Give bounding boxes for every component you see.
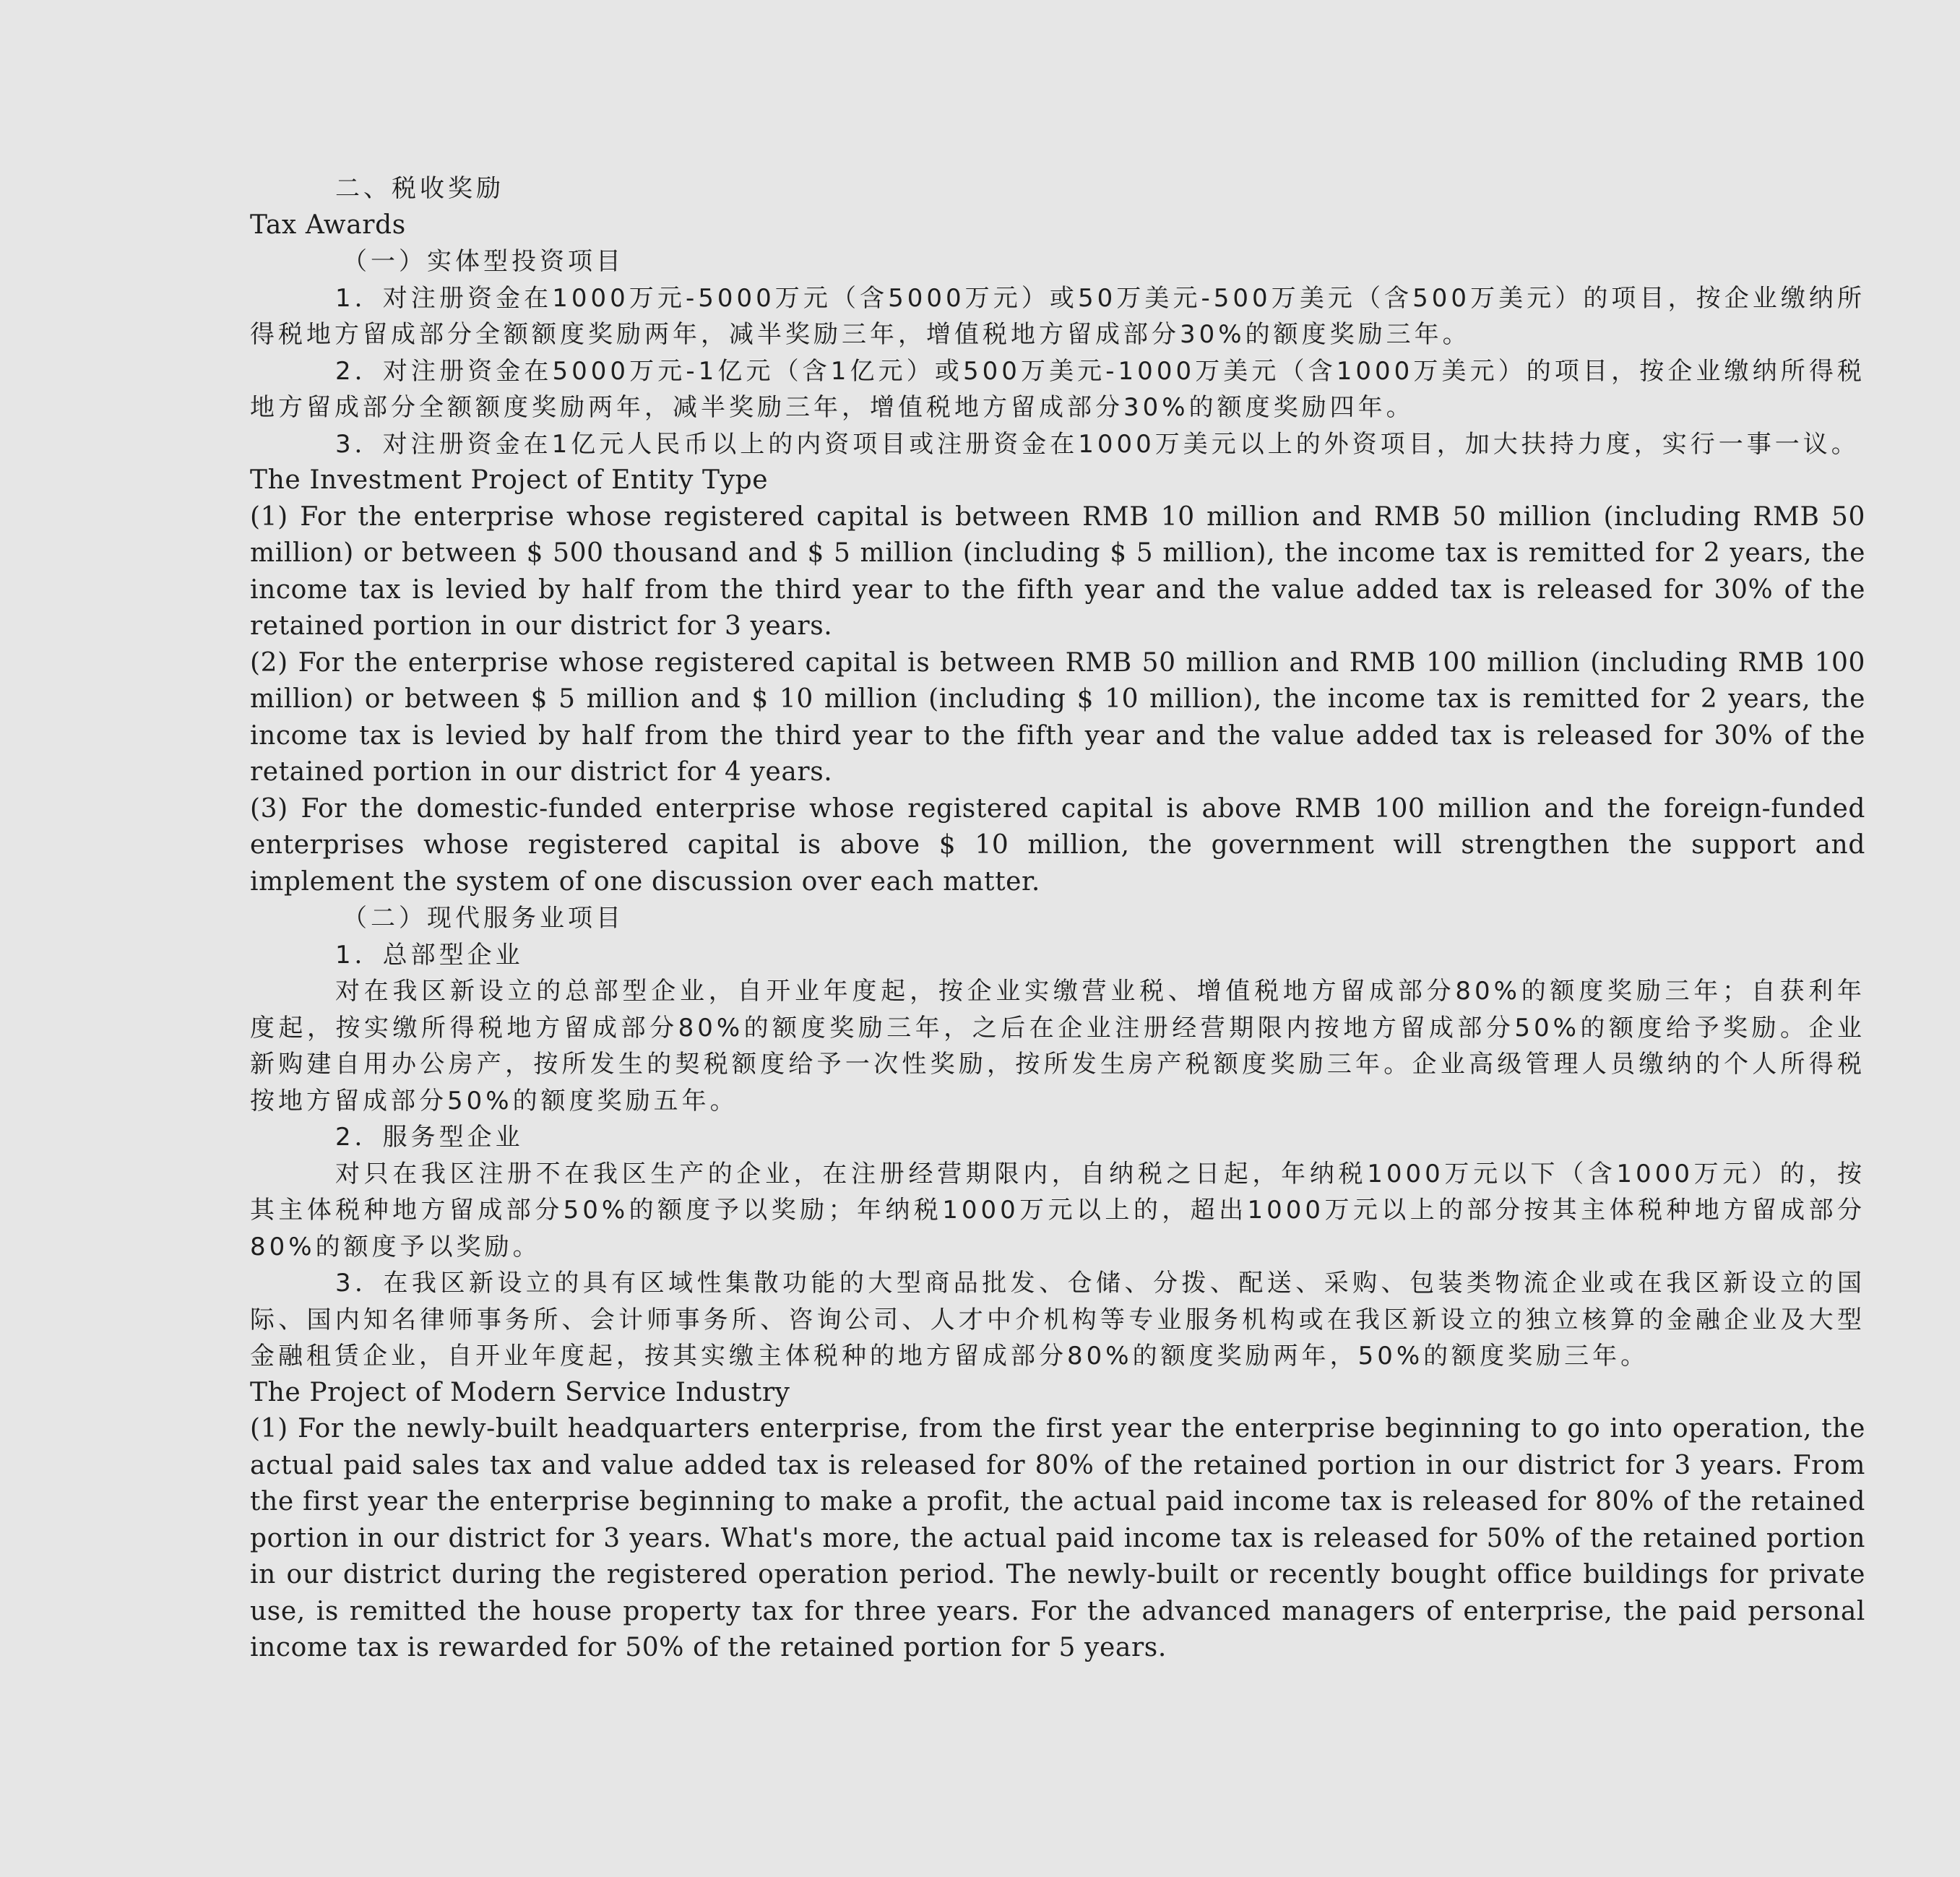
part1-item-2-en: (2) For the enterprise whose registered capital is between RMB 50 million and RMB 100 million (including RMB 100 million) or between $ 5 million and $ 10 million (including $ 10 million), the income tax is remitted for 2 years, the income tax is levied by half from the third year to the fifth year and the value added tax is released for 30% of the retained portion in our district for 4 years. [250, 647, 1865, 787]
part1-item-2-zh: 2．对注册资金在5000万元-1亿元（含1亿元）或500万美元-1000万美元（含1000万美元）的项目，按企业缴纳所得税地方留成部分全额额度奖励两年，减半奖励三年，增值税地方留成部分30%的额度奖励四年。 [250, 356, 1865, 422]
part2-heading-zh: （二）现代服务业项目 [342, 904, 624, 933]
document-page [250, 171, 1865, 1667]
part1-item-3-en: (3) For the domestic-funded enterprise whose registered capital is above RMB 100 million and the foreign-funded enterprises whose registered capital is above $ 10 million, the government will strengthen the support and implement the system of one discussion over each matter. [250, 793, 1865, 897]
part2-sub3-body-zh: 3．在我区新设立的具有区域性集散功能的大型商品批发、仓储、分拨、配送、采购、包装类物流企业或在我区新设立的国际、国内知名律师事务所、会计师事务所、咨询公司、人才中介机构等专业服务机构或在我区新设立的独立核算的金融企业及大型金融租赁企业，自开业年度起，按其实缴主体税种的地方留成部分80%的额度奖励两年，50%的额度奖励三年。 [250, 1269, 1865, 1371]
part2-sub2-heading-zh: 2．服务型企业 [335, 1123, 524, 1152]
section-heading-zh: 二、税收奖励 [335, 174, 504, 203]
part2-sub2-body-zh: 对只在我区注册不在我区生产的企业，在注册经营期限内，自纳税之日起，年纳税1000万元以下（含1000万元）的，按其主体税种地方留成部分50%的额度予以奖励；年纳税1000万元以上的，超出1000万元以上的部分按其主体税种地方留成部分80%的额度予以奖励。 [250, 1159, 1865, 1261]
part2-sub1-body-zh: 对在我区新设立的总部型企业，自开业年度起，按企业实缴营业税、增值税地方留成部分80%的额度奖励三年；自获利年度起，按实缴所得税地方留成部分80%的额度奖励三年，之后在企业注册经营期限内按地方留成部分50%的额度给予奖励。企业新购建自用办公房产，按所发生的契税额度给予一次性奖励，按所发生房产税额度奖励三年。企业高级管理人员缴纳的个人所得税按地方留成部分50%的额度奖励五年。 [250, 977, 1865, 1116]
section-heading-en: Tax Awards [250, 210, 406, 240]
part1-item-3-zh: 3．对注册资金在1亿元人民币以上的内资项目或注册资金在1000万美元以上的外资项目，加大扶持力度，实行一事一议。 [335, 429, 1860, 459]
part1-heading-en: The Investment Project of Entity Type [250, 465, 769, 495]
part2-item-1-en: (1) For the newly-built headquarters enterprise, from the first year the enterprise beginning to go into operation, the actual paid sales tax and value added tax is released for 80% of the retained portion in our district for 3 years. From the first year the enterprise beginning to make a profit, the actual paid income tax is released for 80% of the retained portion in our district for 3 years. What's more, the actual paid income tax is released for 50% of the retained portion in our district during the registered operation period. The newly-built or recently bought office buildings for private use, is remitted the house property tax for three years. For the advanced managers of enterprise, the paid personal income tax is rewarded for 50% of the retained portion for 5 years. [250, 1414, 1865, 1662]
part1-item-1-zh: 1．对注册资金在1000万元-5000万元（含5000万元）或50万美元-500万美元（含500万美元）的项目，按企业缴纳所得税地方留成部分全额额度奖励两年，减半奖励三年，增值税地方留成部分30%的额度奖励三年。 [250, 283, 1865, 349]
part2-sub1-heading-zh: 1．总部型企业 [335, 940, 524, 970]
part2-heading-en: The Project of Modern Service Industry [250, 1377, 790, 1407]
part1-item-1-en: (1) For the enterprise whose registered capital is between RMB 10 million and RMB 50 million (including RMB 50 million) or between $ 500 thousand and $ 5 million (including $ 5 million), the income tax is remitted for 2 years, the income tax is levied by half from the third year to the fifth year and the value added tax is released for 30% of the retained portion in our district for 3 years. [250, 501, 1865, 641]
part1-heading-zh: （一）实体型投资项目 [342, 247, 624, 276]
